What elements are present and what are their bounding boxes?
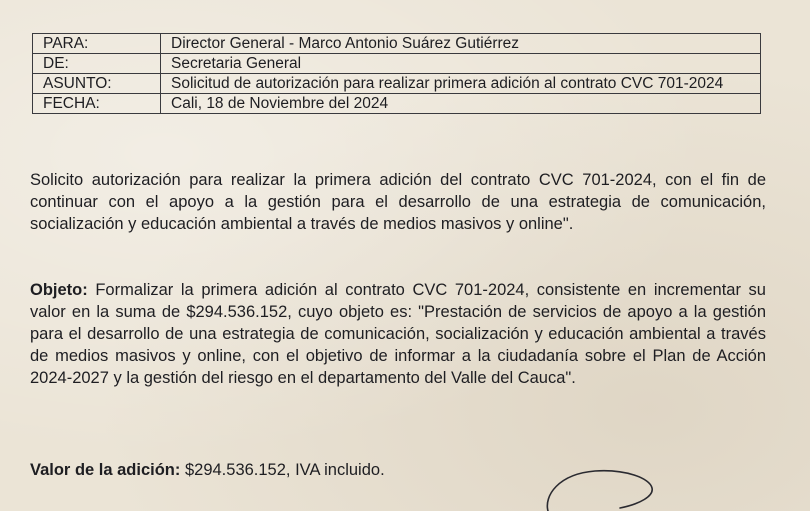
request-paragraph: Solicito autorización para realizar la primera adición del contrato CVC 701-2024, con el fin de continuar con el apoyo a la gestión para el desarrollo de una estrategia de comunicación, socialización y educación ambiental a través de medios masivos y online".: [30, 171, 766, 233]
handwritten-signature: [540, 468, 660, 511]
valor-text: $294.536.152, IVA incluido.: [180, 461, 385, 479]
memo-row-para: [33, 34, 761, 54]
objeto-text: Formalizar la primera adición al contrato CVC 701-2024, consistente en incrementar su valor en la suma de $294.536.152, cuyo objeto es: "Prestación de servicios de apoyo a la gestión para el desarrollo de una estrategia de comunicación, socialización y educación ambiental a través de medios masivos y online, con el objetivo de informar a la ciudadanía sobre el Plan de Acción 2024-2027 y la gestión del riesgo en el departamento del Valle del Cauca".: [30, 281, 766, 387]
fecha-label: FECHA:: [33, 94, 161, 114]
memo-row-fecha: [33, 94, 761, 114]
asunto-value: Solicitud de autorización para realizar primera adición al contrato CVC 701-2024: [161, 74, 761, 94]
asunto-label: ASUNTO:: [33, 74, 161, 94]
objeto-paragraph: [30, 279, 766, 389]
para-value: Director General - Marco Antonio Suárez Gutiérrez: [161, 34, 761, 54]
objeto-label: Objeto:: [30, 281, 88, 299]
de-label: DE:: [33, 54, 161, 74]
fecha-value: Cali, 18 de Noviembre del 2024: [161, 94, 761, 114]
memo-row-de: [33, 54, 761, 74]
memo-header-table: [32, 33, 761, 114]
valor-label: Valor de la adición:: [30, 461, 181, 479]
memo-row-asunto: [33, 74, 761, 94]
de-value: Secretaria General: [161, 54, 761, 74]
para-label: PARA:: [33, 34, 161, 54]
